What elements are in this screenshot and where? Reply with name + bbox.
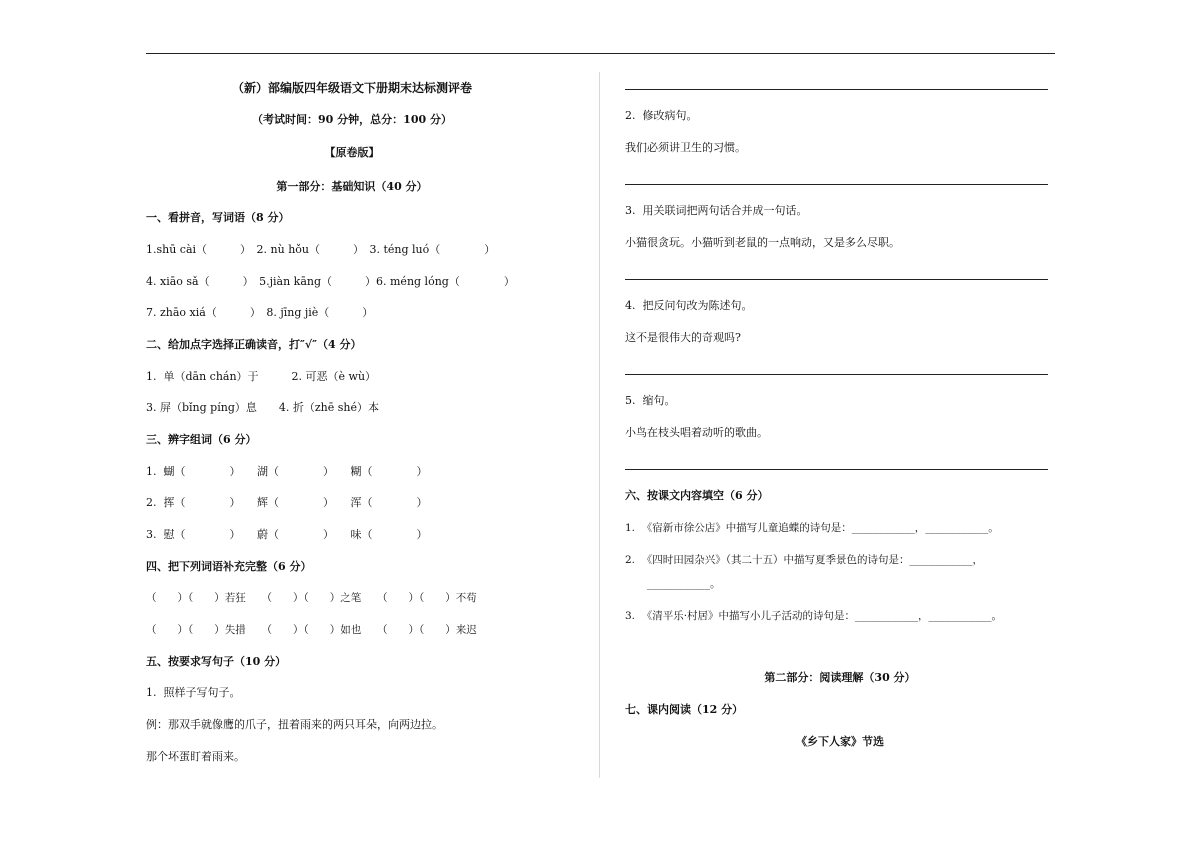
q2-label: 2. 修改病句。 — [625, 109, 698, 122]
section5-heading: 五、按要求写句子（10 分） — [146, 655, 287, 668]
q3-text: 小猫很贪玩。小猫听到老鼠的一点响动，又是多么尽职。 — [625, 236, 900, 249]
passage-title: 《乡下人家》节选 — [796, 735, 884, 748]
q5-text: 小鸟在枝头唱着动听的歌曲。 — [625, 426, 768, 439]
section6-row2: 2. 《四时田园杂兴》（其二十五）中描写夏季景色的诗句是：____________， — [625, 554, 983, 566]
answer-line — [625, 374, 1048, 375]
column-divider — [599, 72, 600, 778]
section6-row3: 3. 《清平乐·村居》中描写小儿子活动的诗句是：____________，____________。 — [625, 610, 1003, 622]
answer-line — [625, 89, 1048, 90]
section3-row3: 3. 慰（ ） 蔚（ ） 味（ ） — [146, 528, 428, 541]
q4-text: 这不是很伟大的奇观吗? — [625, 331, 741, 344]
q2-text: 我们必须讲卫生的习惯。 — [625, 141, 746, 154]
section3-row2: 2. 挥（ ） 辉（ ） 浑（ ） — [146, 496, 428, 509]
q3-label: 3. 用关联词把两句话合并成一句话。 — [625, 204, 808, 217]
section3-heading: 三、辨字组词（6 分） — [146, 433, 257, 446]
section2-row1: 1. 单（dān chán）于 2. 可恶（è wù） — [146, 370, 377, 383]
section1-row2: 4. xiāo sǎ（ ） 5.jiàn kāng（ ）6. méng lóng（ ） — [146, 275, 515, 288]
q4-label: 4. 把反问句改为陈述句。 — [625, 299, 753, 312]
section1-row1: 1.shū cài（ ） 2. nù hǒu（ ） 3. téng luó（ ） — [146, 243, 496, 256]
section3-row1: 1. 蝴（ ） 湖（ ） 糊（ ） — [146, 465, 428, 478]
section5-example: 例：那双手就像鹰的爪子，扭着雨来的两只耳朵，向两边拉。 — [146, 718, 443, 731]
section2-heading: 二、给加点字选择正确读音，打″√″（4 分） — [146, 338, 362, 351]
section4-row1: （ ）（ ）若狂 （ ）（ ）之笔 （ ）（ ）不苟 — [146, 592, 477, 604]
answer-line — [625, 184, 1048, 185]
edition-label: 【原卷版】 — [324, 146, 380, 159]
section1-heading: 一、看拼音，写词语（8 分） — [146, 211, 290, 224]
section6-heading: 六、按课文内容填空（6 分） — [625, 489, 769, 502]
part2-heading: 第二部分：阅读理解（30 分） — [764, 671, 916, 684]
part1-heading: 第一部分：基础知识（40 分） — [276, 180, 428, 193]
exam-subtitle: （考试时间：90 分钟，总分：100 分） — [252, 113, 452, 126]
exam-title: （新）部编版四年级语文下册期末达标测评卷 — [231, 81, 472, 95]
section4-row2: （ ）（ ）失措 （ ）（ ）如也 （ ）（ ）来迟 — [146, 624, 477, 636]
answer-line — [625, 469, 1048, 470]
q5-label: 5. 缩句。 — [625, 394, 676, 407]
section7-heading: 七、课内阅读（12 分） — [625, 703, 744, 716]
section6-row2-cont: ____________。 — [647, 578, 721, 590]
section2-row2: 3. 屏（bǐng píng）息 4. 折（zhē shé）本 — [146, 401, 379, 414]
section4-heading: 四、把下列词语补充完整（6 分） — [146, 560, 312, 573]
section5-q1: 1. 照样子写句子。 — [146, 686, 241, 699]
answer-line — [625, 279, 1048, 280]
header-rule — [146, 53, 1055, 54]
section1-row3: 7. zhāo xiá（ ） 8. jīng jiè（ ） — [146, 306, 374, 319]
section6-row1: 1. 《宿新市徐公店》中描写儿童追蝶的诗句是：____________，____________。 — [625, 522, 999, 534]
section5-q1-text: 那个坏蛋盯着雨来。 — [146, 750, 245, 763]
